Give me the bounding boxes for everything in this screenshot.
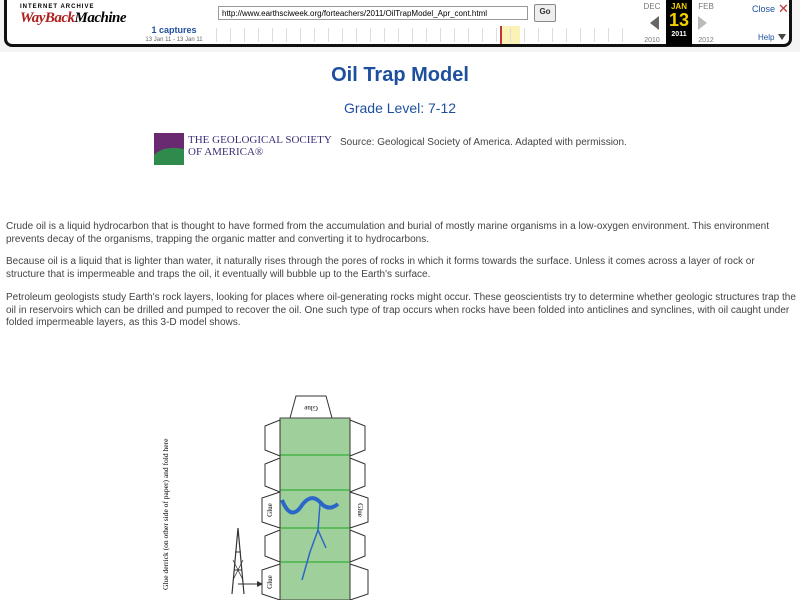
- prev-year-label[interactable]: 2010: [644, 37, 660, 44]
- left-tab: [265, 458, 280, 492]
- close-link[interactable]: Close: [752, 4, 776, 14]
- wayback-go-button[interactable]: Go: [534, 4, 556, 22]
- timeline-tick: [384, 28, 385, 42]
- timeline-tick: [230, 28, 231, 42]
- top-glue-label: Glue: [304, 404, 318, 412]
- right-tab: [350, 564, 368, 600]
- model-body: [280, 418, 350, 600]
- timeline-tick: [608, 28, 609, 42]
- timeline-tick: [510, 28, 511, 42]
- timeline-tick: [622, 28, 623, 42]
- current-year: 2011: [671, 31, 687, 38]
- timeline-tick: [538, 28, 539, 42]
- timeline-tick: [286, 28, 287, 42]
- next-year-label[interactable]: 2012: [698, 37, 714, 44]
- derrick-instruction: Glue derrick (on other side of paper) and fold here: [161, 438, 170, 590]
- capture-timeline[interactable]: [212, 24, 638, 44]
- help-dropdown-icon[interactable]: [778, 34, 786, 40]
- wayback-logo-main: [20, 10, 127, 26]
- timeline-capture-mark[interactable]: [500, 26, 502, 44]
- timeline-tick: [524, 28, 525, 42]
- grade-level: Grade Level: 7-12: [343, 100, 457, 116]
- timeline-tick: [356, 28, 357, 42]
- timeline-tick: [342, 28, 343, 42]
- left-tab: [265, 530, 280, 562]
- timeline-tick: [440, 28, 441, 42]
- gsa-logo: [154, 133, 334, 167]
- close-icon[interactable]: ✕: [778, 2, 789, 17]
- captures-range: 13 Jan 11 - 13 Jan 11: [145, 37, 203, 43]
- derrick-icon: [232, 528, 262, 594]
- paragraph-crude-oil: Crude oil is a liquid hydrocarbon that is thought to have formed from the accumulation and burial of mostly marine organisms in a low-oxygen environment. This environment prevents decay of the organisms, trapping the organic matter and converting it to hydrocarbons.: [6, 221, 769, 245]
- timeline-tick: [272, 28, 273, 42]
- gsa-name: [188, 134, 332, 158]
- wayback-logo-word-a: WayBack: [20, 10, 75, 26]
- current-day: 13: [668, 10, 690, 30]
- current-capture-date: [666, 0, 692, 46]
- wayback-captures: [134, 25, 214, 43]
- current-month: JAN: [670, 2, 687, 11]
- prev-capture-arrow-icon[interactable]: [650, 16, 659, 30]
- timeline-tick: [468, 28, 469, 42]
- timeline-tick: [496, 28, 497, 42]
- timeline-tick: [314, 28, 315, 42]
- paragraph-oil-rises: Because oil is a liquid that is lighter than water, it naturally rises through the pores of rocks in which it forms towards the surface. Unless it comes across a layer of rock or structure that is impermeable and traps the oil, it eventually will bubble up to the Earth's surface.: [6, 256, 755, 280]
- paragraph-petroleum-geologists: Petroleum geologists study Earth's rock layers, looking for places where oil-generating rocks might occur. These geoscientists try to determine whether geologic structures trap the oil in reservoirs which can be drilled and pumped to recover the oil. One such type of trap occurs when rocks have been folded into anticlines and synclines, with oil caught under folded impermeable layers, as this 3-D model shows.: [6, 292, 796, 328]
- timeline-tick: [244, 28, 245, 42]
- timeline-tick: [300, 28, 301, 42]
- timeline-tick: [594, 28, 595, 42]
- next-capture-arrow-icon[interactable]: [698, 16, 707, 30]
- right-tab: [350, 530, 365, 562]
- timeline-tick: [482, 28, 483, 42]
- next-month-label: FEB: [698, 2, 714, 11]
- wayback-logo[interactable]: [20, 4, 127, 26]
- right-tab: [350, 420, 365, 456]
- gsa-line-1: THE GEOLOGICAL SOCIETY: [188, 134, 332, 146]
- timeline-tick: [216, 28, 217, 42]
- gsa-mark-icon: [154, 133, 184, 165]
- timeline-tick: [426, 28, 427, 42]
- oil-trap-model-figure: [150, 380, 400, 600]
- timeline-tick: [398, 28, 399, 42]
- left-tab: [265, 420, 280, 456]
- wayback-url-input[interactable]: http://www.earthsciweek.org/forteachers/2011/OilTrapModel_Apr_cont.html: [218, 6, 528, 20]
- timeline-tick: [566, 28, 567, 42]
- gsa-line-2: OF AMERICA®: [188, 146, 264, 158]
- timeline-tick: [552, 28, 553, 42]
- source-credit: Source: Geological Society of America. Adapted with permission.: [340, 137, 627, 148]
- left-glue-label: Glue: [266, 575, 274, 589]
- left-glue-label: Glue: [266, 503, 274, 517]
- timeline-tick: [454, 28, 455, 42]
- prev-month-label: DEC: [643, 2, 661, 11]
- timeline-tick: [370, 28, 371, 42]
- timeline-tick: [328, 28, 329, 42]
- wayback-logo-word-b: Machine: [74, 10, 127, 26]
- page-title: Oil Trap Model: [331, 64, 469, 86]
- timeline-tick: [580, 28, 581, 42]
- timeline-tick: [412, 28, 413, 42]
- help-link[interactable]: Help: [758, 33, 775, 42]
- wayback-logo-top: INTERNET ARCHIVE: [20, 4, 95, 10]
- timeline-tick: [258, 28, 259, 42]
- timeline-current-highlight: [502, 26, 520, 44]
- right-glue-label: Glue: [356, 503, 364, 517]
- wayback-toolbar: [0, 0, 800, 52]
- captures-count-link[interactable]: 1 captures: [151, 25, 197, 35]
- right-tab: [350, 458, 365, 492]
